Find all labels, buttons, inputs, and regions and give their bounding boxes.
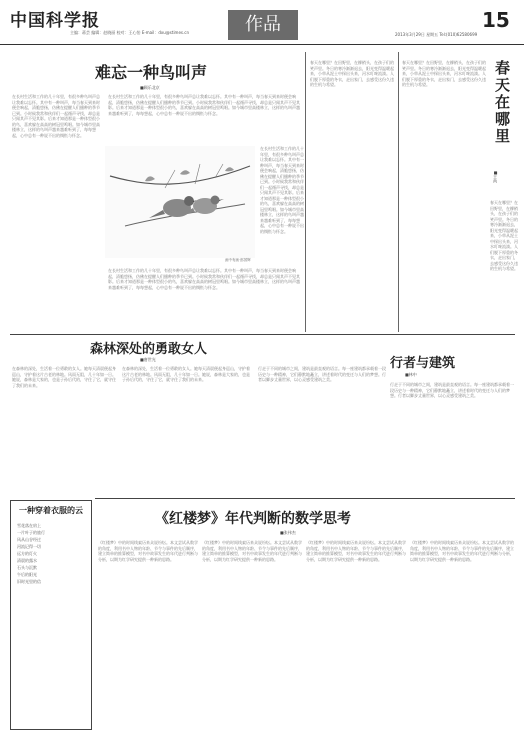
architect-article-title: 行者与建筑 <box>390 356 456 371</box>
spring-article-col3: 春天在哪里？在田野里，在柳梢头，在孩子们的笑声里。冬日的寒冷渐渐退去，阳光变得温暖起来，小草从泥土中探出头来，河水叮咚流淌。人们脱下厚重的冬衣，走出家门，去感受这份久违的生机与希望。 <box>490 200 518 271</box>
architect-article-byline: ■林中 <box>405 372 417 377</box>
dream-article-col4: 《红楼梦》中的时间线索历来众说纷纭。本文尝试从数学的角度，利用书中人物的年龄、节令与事件的先后顺序，建立简单的推算模型，对书中故事发生的年代进行判断与分析，以期为红学研究提供一种新的思路。 <box>410 540 514 562</box>
dream-article-byline: ■张伟杰 <box>280 530 296 535</box>
section-divider <box>10 334 515 335</box>
list-item: 清晨的露水 <box>17 558 37 563</box>
architect-article-col2: 行走于不同的城市之间，建筑是最直观的语言。每一座建筑都承载着一段历史与一种精神，它们静默地矗立，讲述着时代的变迁与人们的梦想。行者以脚步丈量世界，以心灵感受建筑之美。 <box>390 382 514 398</box>
section-divider <box>95 498 515 499</box>
birds-on-branch-icon <box>105 146 255 258</box>
bird-article-col1: 在长村生活和工作的几十年里，有很多种鸟叫声总让我难以忘怀。其中有一种叫声，每当春天到来时便会响起，清脆悠扬，仿佛在提醒人们播种的季节已到。小时候我常和伙伴们一起循声寻找，却总是只闻其声不见其影。后来才知道那是一种体型很小的鸟，喜欢躲在高高的树冠里鸣唱。如今城市里高楼林立，这样的鸟叫声越来越难听到了，每每想起，心中总有一种说不出的惆怅与怀念。 <box>12 94 100 138</box>
sidebar-title: 一种穿着衣服的云 <box>19 505 83 515</box>
bird-article-col3: 在长村生活和工作的几十年里，有很多种鸟叫声总让我难以忘怀。其中有一种叫声，每当春天到来时便会响起，清脆悠扬，仿佛在提醒人们播种的季节已到。小时候我常和伙伴们一起循声寻找，却总是只闻其声不见其影。后来才知道那是一种体型很小的鸟，喜欢躲在高高的树冠里鸣唱。如今城市里高楼林立，这样的鸟叫声越来越难听到了，每每想起，心中总有一种说不出的惆怅与怀念。 <box>260 146 304 234</box>
list-item: 风从山谷经过 <box>17 537 41 542</box>
list-item: 河流记得一切 <box>17 544 41 549</box>
dream-article-col3: 《红楼梦》中的时间线索历来众说纷纭。本文尝试从数学的角度，利用书中人物的年龄、节令与事件的先后顺序，建立简单的推算模型，对书中故事发生的年代进行判断与分析，以期为红学研究提供一种新的思路。 <box>306 540 406 562</box>
dream-article-title: 《红楼梦》年代判断的数学思考 <box>155 511 351 527</box>
bird-article-byline: ■顾乐北京 <box>140 85 160 90</box>
woman-article-col2: 在森林的深处，生活着一位勇敢的女人。她每天清晨便起身巡山，守护着这片古老的林地。风雨无阻，几十年如一日。她说，森林是大家的，也是子孙后代的，守住了它，就守住了我们的未来。 <box>122 366 250 382</box>
sidebar-box <box>10 500 92 730</box>
column-divider <box>398 52 399 332</box>
list-item: 远方的灯火 <box>17 551 37 556</box>
section-tag: 作品 <box>228 10 298 40</box>
woman-article-col1: 在森林的深处，生活着一位勇敢的女人。她每天清晨便起身巡山，守护着这片古老的林地。风雨无阻，几十年如一日。她说，森林是大家的，也是子孙后代的，守住了它，就守住了我们的未来。 <box>12 366 116 388</box>
bird-article-col2: 在长村生活和工作的几十年里，有很多种鸟叫声总让我难以忘怀。其中有一种叫声，每当春天到来时便会响起，清脆悠扬，仿佛在提醒人们播种的季节已到。小时候我常和伙伴们一起循声寻找，却总是只闻其声不见其影。后来才知道那是一种体型很小的鸟，喜欢躲在高高的树冠里鸣唱。如今城市里高楼林立，这样的鸟叫声越来越难听到了，每每想起，心中总有一种说不出的惆怅与怀念。 <box>108 94 300 116</box>
dream-article-col2: 《红楼梦》中的时间线索历来众说纷纭。本文尝试从数学的角度，利用书中人物的年龄、节令与事件的先后顺序，建立简单的推算模型，对书中故事发生的年代进行判断与分析，以期为红学研究提供一种新的思路。 <box>202 540 302 562</box>
spring-article-title: 春天在哪里 <box>493 60 511 145</box>
masthead-meta: 主编：蒋芸 编辑：赵晓丽 校对：王心怡 E-mail：dxu@stimes.cn <box>70 30 190 35</box>
list-item: 雪花落在肩上 <box>17 523 41 528</box>
architect-article-col1: 行走于不同的城市之间，建筑是最直观的语言。每一座建筑都承载着一段历史与一种精神，它们静默地矗立，讲述着时代的变迁与人们的梦想。行者以脚步丈量世界，以心灵感受建筑之美。 <box>258 366 386 382</box>
column-divider <box>305 52 306 332</box>
birds-illustration <box>105 146 255 258</box>
woman-article-byline: ■唐世光 <box>140 357 156 362</box>
woman-article-title: 森林深处的勇敢女人 <box>90 342 208 357</box>
dream-article-col1: 《红楼梦》中的时间线索历来众说纷纭。本文尝试从数学的角度，利用书中人物的年龄、节令与事件的先后顺序，建立简单的推算模型，对书中故事发生的年代进行判断与分析，以期为红学研究提供一种新的思路。 <box>98 540 198 562</box>
bird-article-col4: 在长村生活和工作的几十年里，有很多种鸟叫声总让我难以忘怀。其中有一种叫声，每当春天到来时便会响起，清脆悠扬，仿佛在提醒人们播种的季节已到。小时候我常和伙伴们一起循声寻找，却总是只闻其声不见其影。后来才知道那是一种体型很小的鸟，喜欢躲在高高的树冠里鸣唱。如今城市里高楼林立，这样的鸟叫声越来越难听到了，每每想起，心中总有一种说不出的惆怅与怀念。 <box>108 268 300 290</box>
list-item: 午后的阳光 <box>17 572 37 577</box>
masthead <box>0 0 524 45</box>
dateline: 2013年3月29日 星期五 Tel:(010)62580699 <box>395 32 478 37</box>
spring-article-col2: 春天在哪里？在田野里，在柳梢头，在孩子们的笑声里。冬日的寒冷渐渐退去，阳光变得温暖起来，小草从泥土中探出头来，河水叮咚流淌。人们脱下厚重的冬衣，走出家门，去感受这份久违的生机与希望。 <box>402 60 486 87</box>
spring-article-byline: ■王尚 <box>493 170 498 183</box>
list-item: 一片叶子的旅行 <box>17 530 45 535</box>
spring-article-col1: 春天在哪里？在田野里，在柳梢头，在孩子们的笑声里。冬日的寒冷渐渐退去，阳光变得温暖起来，小草从泥土中探出头来，河水叮咚流淌。人们脱下厚重的冬衣，走出家门，去感受这份久违的生机与希望。 <box>310 60 394 87</box>
newspaper-logo: 中国科学报 <box>10 11 100 31</box>
list-item: 旧时光里的信 <box>17 579 41 584</box>
list-item: 石头与沉默 <box>17 565 37 570</box>
bird-article-title: 难忘一种鸟叫声 <box>95 63 208 82</box>
page-number: 15 <box>482 8 510 32</box>
illustration-caption: 画中有画·郎国辉 <box>225 258 251 262</box>
